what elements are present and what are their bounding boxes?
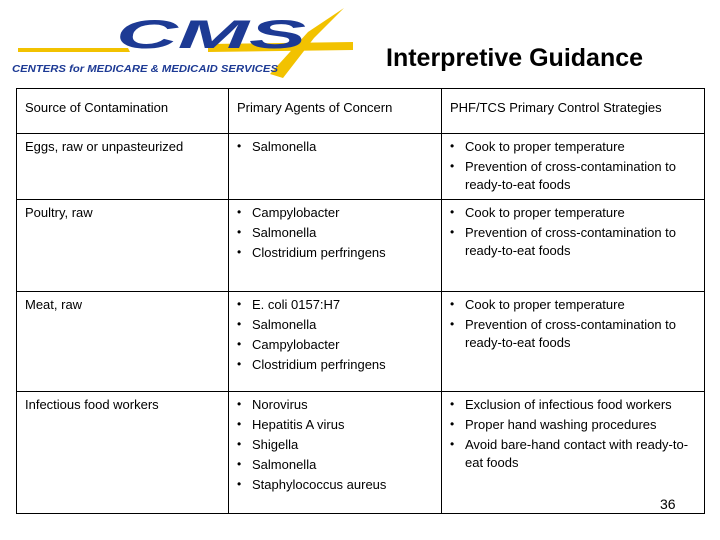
list-item: • Exclusion of infectious food workers	[450, 396, 696, 414]
list-item: • Salmonella	[237, 316, 433, 334]
agents-cell	[229, 134, 442, 200]
strategies-cell	[442, 134, 705, 200]
list-item: • Cook to proper temperature	[450, 138, 696, 156]
strategies-cell	[442, 292, 705, 392]
list-item: • Campylobacter	[237, 336, 433, 354]
list-item: • Campylobacter	[237, 204, 433, 222]
page-title: Interpretive Guidance	[386, 44, 644, 72]
list-item: • Prevention of cross-contamination to ready-to-eat foods	[450, 316, 696, 351]
list-item: • Salmonella	[237, 138, 433, 156]
table-row	[17, 392, 705, 514]
list-item: • Clostridium perfringens	[237, 356, 433, 374]
list-item: • Cook to proper temperature	[450, 296, 696, 314]
source-cell: Meat, raw	[17, 292, 229, 392]
list-item: • Hepatitis A virus	[237, 416, 433, 434]
logo-agency-name: CENTERS for MEDICARE & MEDICAID SERVICES	[12, 64, 279, 75]
guidance-table	[16, 88, 705, 514]
list-item: • Norovirus	[237, 396, 433, 414]
logo-left-bar	[18, 48, 130, 52]
list-item: • Prevention of cross-contamination to ready-to-eat foods	[450, 224, 696, 259]
table-row	[17, 292, 705, 392]
list-item: • Clostridium perfringens	[237, 244, 433, 262]
list-item: • E. coli 0157:H7	[237, 296, 433, 314]
cms-logo-graphic	[8, 4, 353, 80]
list-item: • Cook to proper temperature	[450, 204, 696, 222]
table-row	[17, 134, 705, 200]
source-cell: Poultry, raw	[17, 200, 229, 292]
logo-wordmark: CMS	[116, 13, 307, 57]
source-cell: Eggs, raw or unpasteurized	[17, 134, 229, 200]
agents-cell	[229, 200, 442, 292]
list-item: • Shigella	[237, 436, 433, 454]
cms-logo	[8, 4, 353, 80]
list-item: • Staphylococcus aureus	[237, 476, 433, 494]
source-cell: Infectious food workers	[17, 392, 229, 514]
table-row	[17, 200, 705, 292]
agents-cell	[229, 392, 442, 514]
list-item: • Salmonella	[237, 456, 433, 474]
header-strategies: PHF/TCS Primary Control Strategies	[442, 89, 705, 134]
slide-number: 36	[660, 496, 676, 512]
strategies-cell	[442, 200, 705, 292]
list-item: • Prevention of cross-contamination to ready-to-eat foods	[450, 158, 696, 193]
list-item: • Avoid bare-hand contact with ready-to-eat foods	[450, 436, 696, 471]
list-item: • Salmonella	[237, 224, 433, 242]
header-agents: Primary Agents of Concern	[229, 89, 442, 134]
table-header-row	[17, 89, 705, 134]
header-source: Source of Contamination	[17, 89, 229, 134]
list-item: • Proper hand washing procedures	[450, 416, 696, 434]
agents-cell	[229, 292, 442, 392]
